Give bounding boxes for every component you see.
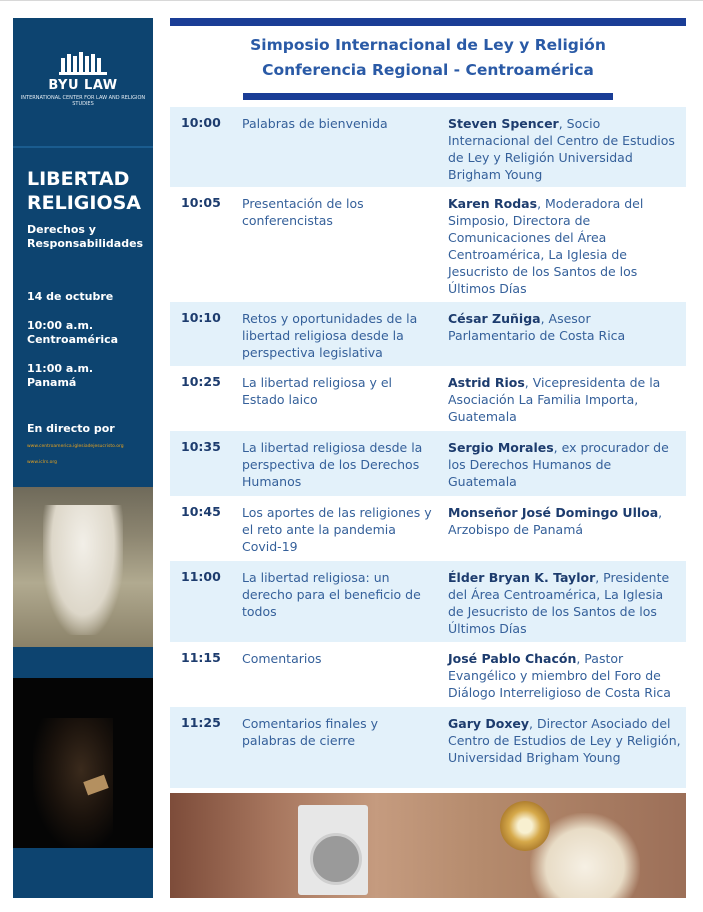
schedule-row: [170, 642, 686, 707]
header-title-line1: Simposio Internacional de Ley y Religión: [250, 36, 606, 54]
speaker-role: , Presidente del Área Centroamérica, La Iglesia de Jesucristo de los Santos de los Últimos Días: [448, 570, 670, 636]
row-time: 10:10: [181, 310, 221, 325]
reading-silhouette-photo: [13, 678, 153, 848]
fan-shape: [310, 833, 362, 885]
schedule-row: [170, 366, 686, 431]
praying-woman-photo: [13, 487, 153, 647]
row-time: 10:05: [181, 195, 221, 210]
header-title-line2: Conferencia Regional - Centroamérica: [262, 61, 594, 79]
schedule-row: [170, 187, 686, 302]
schedule-row: [170, 107, 686, 187]
row-topic: Los aportes de las religiones y el reto ante la pandemia Covid-19: [242, 505, 432, 554]
speaker-role: , Vicepresidenta de la Asociación La Familia Importa, Guatemala: [448, 375, 661, 424]
monstrance-shape: [500, 801, 550, 851]
row-speaker: [448, 439, 682, 490]
time2-region: Panamá: [27, 376, 77, 389]
speaker-name: Monseñor José Domingo Ulloa: [448, 505, 659, 520]
top-rule: [0, 0, 703, 1]
speaker-role: , Moderadora del Simposio, Directora de Comunicaciones del Área Centroamérica, La Iglesia de Jesucristo de los Santos de los Últimos Días: [448, 196, 644, 296]
speaker-name: Sergio Morales: [448, 440, 554, 455]
row-time: 11:15: [181, 650, 221, 665]
logo-subtitle: INTERNATIONAL CENTER FOR LAW AND RELIGION STUDIES: [20, 95, 146, 107]
row-topic: La libertad religiosa desde la perspectiva de los Derechos Humanos: [242, 440, 423, 489]
veiled-figure: [43, 505, 123, 635]
speaker-name: Gary Doxey: [448, 716, 530, 731]
speaker-name: Karen Rodas: [448, 196, 538, 211]
row-topic: Comentarios finales y palabras de cierre: [242, 716, 378, 748]
link-iclrs[interactable]: www.iclrs.org: [27, 460, 58, 465]
speaker-name: César Zuñiga: [448, 311, 541, 326]
schedule-row: [170, 561, 686, 642]
row-time: 10:45: [181, 504, 221, 519]
event-subtitle: Derechos y Responsabilidades: [27, 223, 144, 250]
speaker-role: , Arzobispo de Panamá: [448, 505, 663, 537]
speaker-role: , ex procurador de los Derechos Humanos de Guatemala: [448, 440, 669, 489]
speaker-role: , Asesor Parlamentario de Costa Rica: [448, 311, 626, 343]
time1-region: Centroamérica: [27, 333, 119, 346]
row-speaker: [448, 504, 682, 538]
row-time: 10:25: [181, 374, 221, 389]
byu-law-logo: [13, 50, 153, 107]
event-date: 14 de octubre: [27, 290, 114, 303]
row-topic: Palabras de bienvenida: [242, 116, 388, 131]
row-topic: Comentarios: [242, 651, 322, 666]
schedule-row: [170, 707, 686, 788]
row-speaker: [448, 569, 682, 637]
header-bar-top: [170, 18, 686, 26]
speaker-role: , Director Asociado del Centro de Estudios de Ley y Religión, Universidad Brigham Young: [448, 716, 681, 765]
speaker-role: , Pastor Evangélico y miembro del Foro de Diálogo Interreligioso de Costa Rica: [448, 651, 671, 700]
time1-hour: 10:00 a.m.: [27, 319, 94, 332]
schedule-row: [170, 431, 686, 496]
row-speaker: [448, 650, 682, 701]
row-time: 11:00: [181, 569, 221, 584]
speaker-name: Steven Spencer: [448, 116, 559, 131]
event-title-line1: LIBERTAD: [27, 168, 130, 190]
speaker-name: José Pablo Chacón: [448, 651, 577, 666]
row-time: 10:00: [181, 115, 221, 130]
row-topic: La libertad religiosa y el Estado laico: [242, 375, 393, 407]
row-speaker: [448, 115, 682, 183]
row-speaker: [448, 374, 682, 425]
time-panama: [27, 362, 151, 390]
row-speaker: [448, 310, 682, 344]
row-time: 11:25: [181, 715, 221, 730]
priest-monstrance-photo: [170, 793, 686, 898]
row-speaker: [448, 715, 682, 766]
building-icon: [55, 50, 111, 76]
speaker-name: Élder Bryan K. Taylor: [448, 570, 596, 585]
schedule-row: [170, 496, 686, 561]
speaker-role: , Socio Internacional del Centro de Estudios de Ley y Religión Universidad Brigham Young: [448, 116, 675, 182]
row-speaker: [448, 195, 682, 297]
link-centroamerica[interactable]: www.centroamerica.iglesiadejesucristo.org: [27, 444, 124, 449]
row-topic: Presentación de los conferencistas: [242, 196, 364, 228]
logo-wordmark: BYU LAW: [48, 78, 118, 93]
row-time: 10:35: [181, 439, 221, 454]
header-bar-bottom: [243, 93, 613, 100]
row-topic: Retos y oportunidades de la libertad religiosa desde la perspectiva legislativa: [242, 311, 418, 360]
event-title-line2: RELIGIOSA: [27, 192, 141, 214]
speaker-name: Astrid Rios: [448, 375, 525, 390]
sidebar-divider: [13, 146, 153, 148]
live-label: En directo por: [27, 422, 115, 435]
time-central-america: [27, 319, 151, 347]
sidebar-panel: [13, 18, 153, 898]
schedule-row: [170, 302, 686, 366]
row-topic: La libertad religiosa: un derecho para el beneficio de todos: [242, 570, 421, 619]
time2-hour: 11:00 a.m.: [27, 362, 94, 375]
event-title: [27, 167, 151, 215]
